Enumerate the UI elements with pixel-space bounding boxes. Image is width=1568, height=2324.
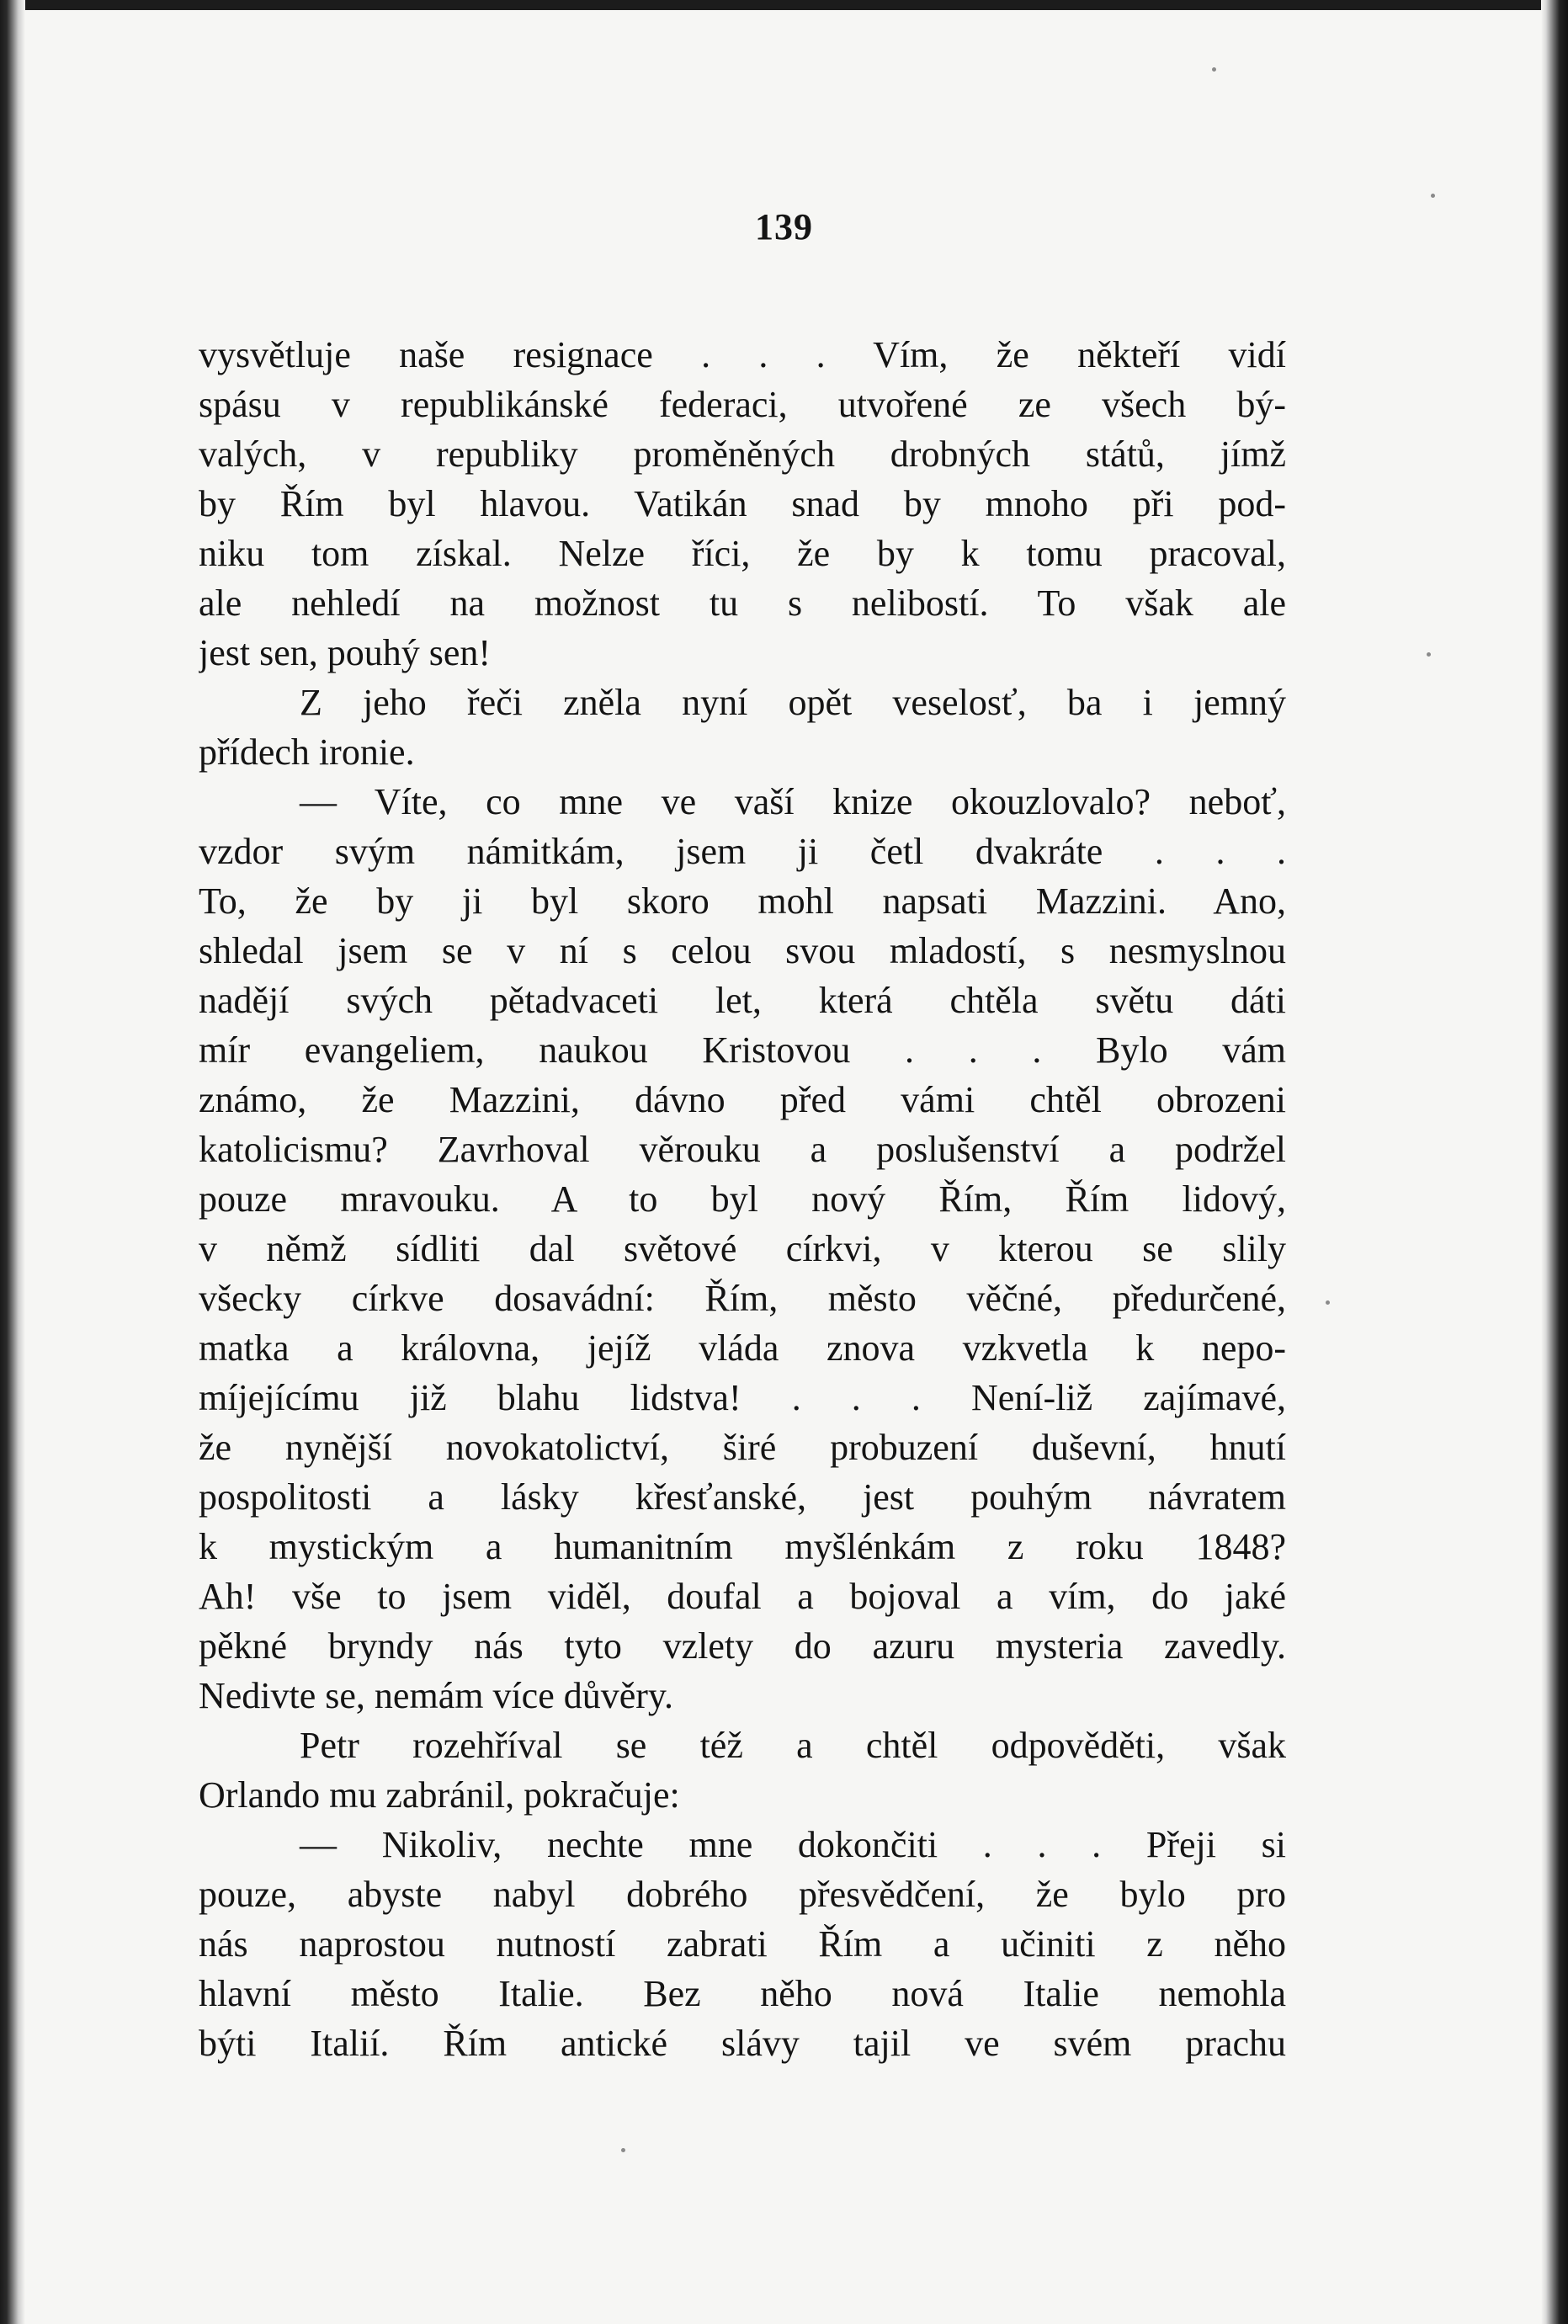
text-line: To, že by ji byl skoro mohl napsati Mazzini. Ano, [199, 880, 1286, 922]
paper-speck [621, 2148, 625, 2152]
text-line: míjejícímu již blahu lidstva! . . . Není-liž zajímavé, [199, 1377, 1286, 1418]
text-line: jest sen, pouhý sen! [199, 632, 492, 673]
paper-speck [1427, 652, 1431, 657]
text-line: — Nikoliv, nechte mne dokončiti . . . Přeji si [300, 1824, 1286, 1865]
text-line: všecky církve dosavádní: Řím, město věčné, předurčené, [199, 1278, 1286, 1319]
text-line: přídech ironie. [199, 731, 415, 773]
text-line: valých, v republiky proměněných drobných států, jímž [199, 433, 1286, 475]
text-line: že nynější novokatolictví, širé probuzení duševní, hnutí [199, 1427, 1286, 1468]
text-line: matka a královna, jejíž vláda znova vzkvetla k nepo- [199, 1327, 1286, 1369]
text-line: býti Italií. Řím antické slávy tajil ve svém prachu [199, 2023, 1286, 2064]
text-line: Z jeho řeči zněla nyní opět veselosť, ba i jemný [300, 682, 1286, 723]
text-line: v němž sídliti dal světové církvi, v kterou se slily [199, 1228, 1286, 1269]
text-line: nadějí svých pětadvaceti let, která chtěla světu dáti [199, 980, 1286, 1021]
text-line: nás naprostou nutností zabrati Řím a učiniti z něho [199, 1923, 1286, 1965]
text-line: pěkné bryndy nás tyto vzlety do azuru mysteria zavedly. [199, 1625, 1286, 1667]
text-line: — Víte, co mne ve vaší knize okouzlovalo? neboť, [300, 781, 1286, 822]
text-line: hlavní město Italie. Bez něho nová Italie nemohla [199, 1973, 1286, 2014]
text-line: Petr rozehříval se též a chtěl odpověděti, však [300, 1725, 1286, 1766]
text-line: Ah! vše to jsem viděl, doufal a bojoval a vím, do jaké [199, 1576, 1286, 1617]
text-line: Orlando mu zabránil, pokračuje: [199, 1774, 680, 1816]
right-page-edge [1541, 0, 1568, 2324]
text-line: Nedivte se, nemám více důvěry. [199, 1675, 674, 1716]
text-line: mír evangeliem, naukou Kristovou . . . Bylo vám [199, 1029, 1286, 1071]
text-line: pospolitosti a lásky křesťanské, jest pouhým návratem [199, 1476, 1286, 1518]
text-line: pouze, abyste nabyl dobrého přesvědčení, že bylo pro [199, 1874, 1286, 1915]
page-number: 139 [755, 206, 813, 247]
body-text [199, 330, 1286, 2068]
text-line: shledal jsem se v ní s celou svou mladostí, s nesmyslnou [199, 930, 1286, 971]
text-line: katolicismu? Zavrhoval věrouku a poslušenství a podržel [199, 1129, 1286, 1170]
text-line: ale nehledí na možnost tu s nelibostí. To však ale [199, 582, 1286, 624]
text-line: pouze mravouku. A to byl nový Řím, Řím lidový, [199, 1178, 1286, 1220]
text-line: vzdor svým námitkám, jsem ji četl dvakráte . . . [199, 831, 1286, 872]
text-line: známo, že Mazzini, dávno před vámi chtěl obrozeni [199, 1079, 1286, 1120]
paper-speck [1326, 1300, 1330, 1305]
text-line: by Řím byl hlavou. Vatikán snad by mnoho při pod- [199, 483, 1286, 524]
paper-speck [1212, 67, 1216, 72]
text-line: niku tom získal. Nelze říci, že by k tomu pracoval, [199, 533, 1286, 574]
top-page-edge [0, 0, 1568, 10]
paper-speck [1431, 194, 1435, 198]
text-line: vysvětluje naše resignace . . . Vím, že někteří vidí [199, 334, 1286, 375]
left-binding-edge [0, 0, 25, 2324]
text-line: spásu v republikánské federaci, utvořené ze všech bý- [199, 384, 1286, 425]
text-line: k mystickým a humanitním myšlénkám z roku 1848? [199, 1526, 1286, 1567]
